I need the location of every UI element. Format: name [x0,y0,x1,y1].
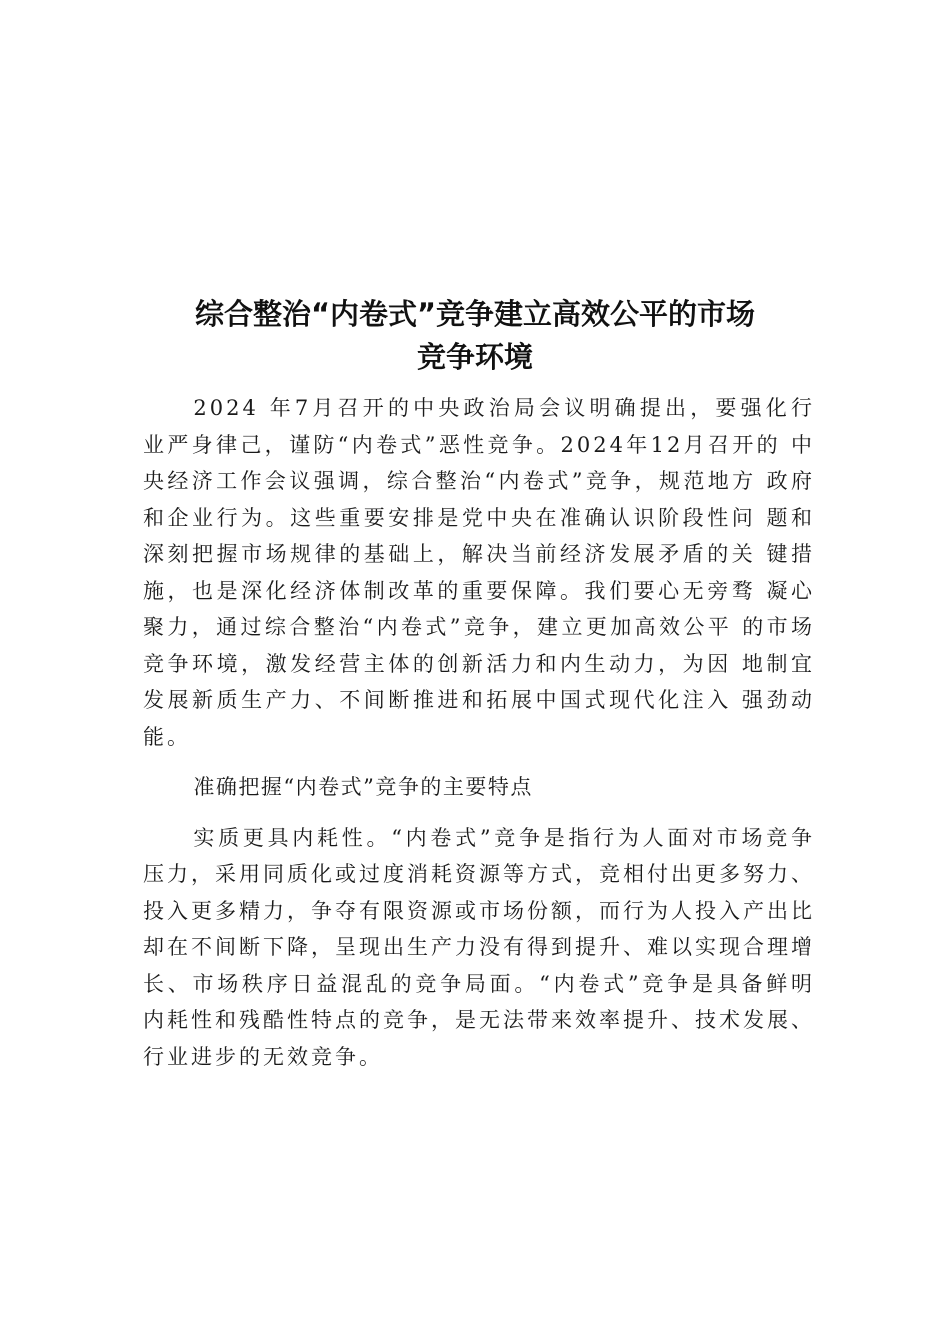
document-title-line1: 综合整治“内卷式”竞争建立高效公平的市场 [194,297,756,331]
body-paragraph: 实质更具内耗性。“内卷式”竞争是指行为人面对市场竞争压力，采用同质化或过度消耗资源等方式，竞相付出更多努力、投入更多精力，争夺有限资源或市场份额，而行为人投入产出比却在不间断下降，呈现出生产力没有得到提升、难以实现合理增长、市场秩序日益混乱的竞争局面。“内卷式”竞争是具备鲜明内耗性和残酷性特点的竞争，是无法带来效率提升、技术发展、行业进步的无效竞争。 [143,825,815,1069]
intro-paragraph: 2024 年7月召开的中央政治局会议明确提出，要强化行 业严身律己，谨防“内卷式”恶性竞争。2024年12月召开的 中央经济工作会议强调，综合整治“内卷式”竞争，规范地方 政府和企业行为。这些重要安排是党中央在准确认识阶段性问 题和深刻把握市场规律的基础上，解决当前经济发展矛盾的关 键措施，也是深化经济体制改革的重要保障。我们要心无旁骛 凝心聚力，通过综合整治“内卷式”竞争，建立更加高效公平 的市场竞争环境，激发经营主体的创新活力和内生动力，为因 地制宜发展新质生产力、不间断推进和拓展中国式现代化注入 强劲动能。 [143,396,815,749]
section-heading: 准确把握“内卷式”竞争的主要特点 [193,775,533,799]
document-title-line2: 竞争环境 [416,340,533,374]
document-title [120,293,830,379]
document-body [143,390,815,1075]
